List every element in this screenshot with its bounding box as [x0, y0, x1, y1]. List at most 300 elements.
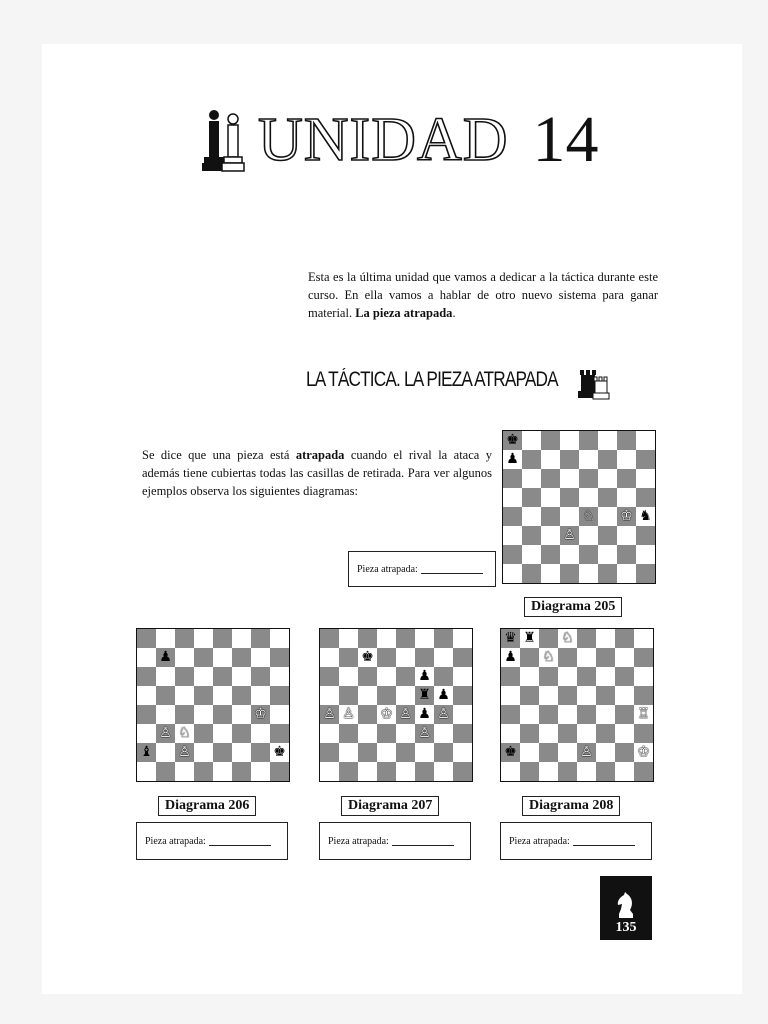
board-square [377, 667, 396, 686]
board-square [636, 526, 655, 545]
chess-piece: ♟ [418, 706, 431, 722]
board-square [377, 648, 396, 667]
chess-piece: ♖ [637, 706, 650, 722]
board-square [270, 648, 289, 667]
board-square [636, 450, 655, 469]
board-square [541, 526, 560, 545]
page-number: 135 [615, 920, 637, 935]
board-square [175, 686, 194, 705]
rook-pieces-icon [576, 368, 612, 402]
board-square [232, 686, 251, 705]
chess-piece: ♔ [380, 706, 393, 722]
board-square [434, 762, 453, 781]
answer-label: Pieza atrapada: [357, 563, 418, 575]
board-square [156, 724, 175, 743]
board-square [377, 705, 396, 724]
board-square [503, 488, 522, 507]
board-square [539, 762, 558, 781]
description-pre: Se dice que una pieza está [142, 448, 296, 462]
board-square [539, 648, 558, 667]
chess-piece: ♙ [563, 527, 576, 543]
chess-piece: ♙ [323, 706, 336, 722]
chess-board-207 [319, 628, 473, 782]
board-square [598, 469, 617, 488]
board-square [453, 686, 472, 705]
board-square [453, 743, 472, 762]
board-square [156, 648, 175, 667]
board-square [598, 526, 617, 545]
knight-icon [613, 890, 639, 920]
board-square [503, 469, 522, 488]
board-square [175, 667, 194, 686]
board-square [501, 667, 520, 686]
chess-piece: ♛ [504, 630, 517, 646]
board-square [320, 667, 339, 686]
board-square [617, 450, 636, 469]
board-square [636, 564, 655, 583]
board-square [137, 724, 156, 743]
board-square [270, 762, 289, 781]
board-square [501, 724, 520, 743]
board-square [596, 743, 615, 762]
board-square [453, 629, 472, 648]
board-square [596, 762, 615, 781]
board-square [615, 705, 634, 724]
board-square [636, 545, 655, 564]
board-square [377, 724, 396, 743]
diagram-label-206: Diagrama 206 [158, 796, 256, 816]
board-square [320, 724, 339, 743]
intro-text: Esta es la última unidad que vamos a dedicar a la táctica durante este curso. En ella vamos a hablar de otro nuevo sistema para ganar material. [308, 270, 658, 320]
board-square [453, 724, 472, 743]
board-square [251, 686, 270, 705]
board-square [213, 667, 232, 686]
board-square [213, 705, 232, 724]
board-square [358, 705, 377, 724]
board-square [232, 648, 251, 667]
board-square [596, 705, 615, 724]
page-number-block [600, 876, 652, 940]
board-square [358, 686, 377, 705]
answer-label: Pieza atrapada: [145, 835, 206, 847]
board-square [270, 667, 289, 686]
board-square [560, 564, 579, 583]
board-square [579, 488, 598, 507]
board-square [560, 469, 579, 488]
board-square [434, 648, 453, 667]
board-square [598, 450, 617, 469]
board-square [320, 762, 339, 781]
board-square [579, 450, 598, 469]
board-square [251, 648, 270, 667]
board-square [541, 545, 560, 564]
chess-board-208 [500, 628, 654, 782]
answer-box-205[interactable] [348, 551, 496, 587]
board-square [615, 743, 634, 762]
board-square [579, 564, 598, 583]
board-square [415, 724, 434, 743]
board-square [558, 743, 577, 762]
board-square [634, 629, 653, 648]
board-square [598, 545, 617, 564]
answer-line[interactable] [209, 836, 271, 846]
board-square [251, 743, 270, 762]
chess-piece: ♚ [504, 744, 517, 760]
board-square [598, 507, 617, 526]
chess-piece: ♟ [159, 649, 172, 665]
board-square [541, 469, 560, 488]
board-square [541, 431, 560, 450]
board-square [175, 705, 194, 724]
board-square [339, 629, 358, 648]
chess-piece: ♘ [582, 508, 595, 524]
board-square [558, 648, 577, 667]
board-square [598, 488, 617, 507]
board-square [396, 762, 415, 781]
board-square [137, 686, 156, 705]
board-square [251, 629, 270, 648]
board-square [615, 762, 634, 781]
board-square [175, 648, 194, 667]
board-square [579, 507, 598, 526]
board-square [396, 743, 415, 762]
board-square [558, 724, 577, 743]
answer-box-207[interactable] [319, 822, 471, 860]
board-square [396, 667, 415, 686]
board-square [175, 724, 194, 743]
chess-piece: ♜ [418, 687, 431, 703]
board-square [522, 488, 541, 507]
board-square [596, 648, 615, 667]
board-square [520, 667, 539, 686]
board-square [560, 431, 579, 450]
board-square [232, 629, 251, 648]
intro-bold: La pieza atrapada [355, 306, 453, 320]
chess-piece: ♔ [637, 744, 650, 760]
answer-box-206[interactable] [136, 822, 288, 860]
board-square [453, 648, 472, 667]
board-square [137, 648, 156, 667]
board-square [358, 743, 377, 762]
board-square [577, 648, 596, 667]
board-square [358, 629, 377, 648]
intro-paragraph [308, 268, 658, 322]
board-square [396, 705, 415, 724]
chess-board-206 [136, 628, 290, 782]
board-square [320, 648, 339, 667]
board-square [232, 743, 251, 762]
board-square [501, 648, 520, 667]
board-square [522, 507, 541, 526]
board-square [598, 431, 617, 450]
board-square [339, 762, 358, 781]
board-square [541, 488, 560, 507]
board-square [377, 743, 396, 762]
board-square [503, 431, 522, 450]
board-square [615, 629, 634, 648]
board-square [634, 648, 653, 667]
board-square [520, 743, 539, 762]
board-square [503, 526, 522, 545]
board-square [579, 526, 598, 545]
board-square [501, 629, 520, 648]
board-square [522, 450, 541, 469]
board-square [415, 648, 434, 667]
board-square [520, 686, 539, 705]
board-square [156, 629, 175, 648]
board-square [156, 705, 175, 724]
board-square [194, 743, 213, 762]
board-square [558, 762, 577, 781]
board-square [617, 469, 636, 488]
board-square [577, 686, 596, 705]
board-square [396, 629, 415, 648]
board-square [634, 743, 653, 762]
board-square [434, 629, 453, 648]
diagram-label-208: Diagrama 208 [522, 796, 620, 816]
board-square [415, 629, 434, 648]
board-square [156, 667, 175, 686]
board-square [560, 450, 579, 469]
board-square [596, 667, 615, 686]
answer-line[interactable] [392, 836, 454, 846]
board-square [213, 743, 232, 762]
board-square [137, 762, 156, 781]
board-square [320, 629, 339, 648]
board-square [615, 724, 634, 743]
chess-piece: ♚ [273, 744, 286, 760]
board-square [137, 705, 156, 724]
board-square [503, 545, 522, 564]
board-square [175, 743, 194, 762]
diagram-label-207: Diagrama 207 [341, 796, 439, 816]
chess-piece: ♙ [437, 706, 450, 722]
board-square [634, 762, 653, 781]
section-title: LA TÁCTICA. LA PIEZA ATRAPADA [306, 368, 558, 391]
board-square [560, 526, 579, 545]
diagram-label-205: Diagrama 205 [524, 597, 622, 617]
chess-piece: ♔ [254, 706, 267, 722]
board-square [358, 648, 377, 667]
board-square [320, 686, 339, 705]
board-square [232, 762, 251, 781]
board-square [339, 686, 358, 705]
board-square [558, 705, 577, 724]
board-square [617, 545, 636, 564]
board-square [377, 762, 396, 781]
board-square [270, 705, 289, 724]
board-square [339, 705, 358, 724]
board-square [617, 507, 636, 526]
board-square [339, 648, 358, 667]
board-square [232, 724, 251, 743]
board-square [453, 762, 472, 781]
board-square [434, 724, 453, 743]
board-square [377, 686, 396, 705]
description-paragraph [142, 446, 492, 500]
chess-piece: ♟ [418, 668, 431, 684]
board-square [541, 450, 560, 469]
board-square [634, 724, 653, 743]
board-square [520, 724, 539, 743]
board-square [617, 564, 636, 583]
board-square [358, 724, 377, 743]
board-square [539, 743, 558, 762]
board-square [598, 564, 617, 583]
chess-piece: ♟ [506, 451, 519, 467]
board-square [453, 667, 472, 686]
chess-piece: ♙ [418, 725, 431, 741]
board-square [503, 450, 522, 469]
board-square [358, 667, 377, 686]
board-square [434, 686, 453, 705]
board-square [520, 629, 539, 648]
board-square [558, 686, 577, 705]
board-square [339, 724, 358, 743]
unit-title [200, 100, 599, 180]
description-bold: atrapada [295, 448, 345, 462]
chess-piece: ♚ [506, 432, 519, 448]
board-square [522, 545, 541, 564]
board-square [596, 724, 615, 743]
board-square [251, 667, 270, 686]
board-square [579, 431, 598, 450]
board-square [579, 469, 598, 488]
answer-line[interactable] [421, 564, 483, 574]
board-square [522, 564, 541, 583]
board-square [539, 686, 558, 705]
board-square [377, 629, 396, 648]
board-square [579, 545, 598, 564]
board-square [577, 762, 596, 781]
chess-piece: ♙ [580, 744, 593, 760]
board-square [213, 762, 232, 781]
board-square [396, 648, 415, 667]
board-square [577, 724, 596, 743]
board-square [615, 686, 634, 705]
board-square [596, 686, 615, 705]
board-square [520, 762, 539, 781]
board-square [396, 686, 415, 705]
chess-piece: ♙ [342, 706, 355, 722]
board-square [270, 686, 289, 705]
board-square [339, 667, 358, 686]
board-square [636, 507, 655, 526]
board-square [634, 705, 653, 724]
chess-piece: ♟ [437, 687, 450, 703]
board-square [156, 762, 175, 781]
board-square [434, 705, 453, 724]
board-square [232, 705, 251, 724]
board-square [617, 488, 636, 507]
board-square [615, 648, 634, 667]
board-square [560, 507, 579, 526]
board-square [232, 667, 251, 686]
board-square [194, 705, 213, 724]
board-square [539, 629, 558, 648]
board-square [636, 469, 655, 488]
board-square [522, 469, 541, 488]
intro-end: . [452, 306, 456, 320]
board-square [175, 629, 194, 648]
board-square [251, 724, 270, 743]
board-square [194, 724, 213, 743]
board-square [577, 667, 596, 686]
board-square [636, 431, 655, 450]
chess-piece: ♘ [178, 725, 191, 741]
answer-box-208[interactable] [500, 822, 652, 860]
board-square [503, 564, 522, 583]
chess-piece: ♘ [561, 630, 574, 646]
board-square [539, 667, 558, 686]
board-square [501, 762, 520, 781]
board-square [320, 743, 339, 762]
board-square [415, 705, 434, 724]
board-square [213, 724, 232, 743]
board-square [453, 705, 472, 724]
board-square [560, 488, 579, 507]
board-square [501, 743, 520, 762]
board-square [577, 705, 596, 724]
board-square [213, 629, 232, 648]
answer-label: Pieza atrapada: [328, 835, 389, 847]
board-square [522, 431, 541, 450]
board-square [596, 629, 615, 648]
answer-line[interactable] [573, 836, 635, 846]
unit-number: 14 [532, 103, 599, 176]
board-square [213, 686, 232, 705]
board-square [194, 629, 213, 648]
board-square [213, 648, 232, 667]
board-square [634, 686, 653, 705]
board-square [194, 648, 213, 667]
board-square [539, 724, 558, 743]
board-square [358, 762, 377, 781]
board-square [339, 743, 358, 762]
chess-piece: ♞ [639, 508, 652, 524]
board-square [539, 705, 558, 724]
chess-board-205 [502, 430, 656, 584]
board-square [251, 705, 270, 724]
board-square [560, 545, 579, 564]
board-square [615, 667, 634, 686]
board-square [156, 686, 175, 705]
board-square [396, 724, 415, 743]
board-square [415, 686, 434, 705]
answer-label: Pieza atrapada: [509, 835, 570, 847]
board-square [137, 629, 156, 648]
board-square [522, 526, 541, 545]
board-square [558, 629, 577, 648]
chess-piece: ♘ [542, 649, 555, 665]
board-square [577, 743, 596, 762]
chess-piece: ♜ [523, 630, 536, 646]
board-square [501, 705, 520, 724]
board-square [541, 507, 560, 526]
board-square [617, 431, 636, 450]
board-square [617, 526, 636, 545]
board-square [541, 564, 560, 583]
board-square [415, 762, 434, 781]
board-square [558, 667, 577, 686]
board-square [175, 762, 194, 781]
board-square [636, 488, 655, 507]
board-square [270, 629, 289, 648]
board-square [194, 762, 213, 781]
board-square [251, 762, 270, 781]
board-square [501, 686, 520, 705]
board-square [194, 667, 213, 686]
